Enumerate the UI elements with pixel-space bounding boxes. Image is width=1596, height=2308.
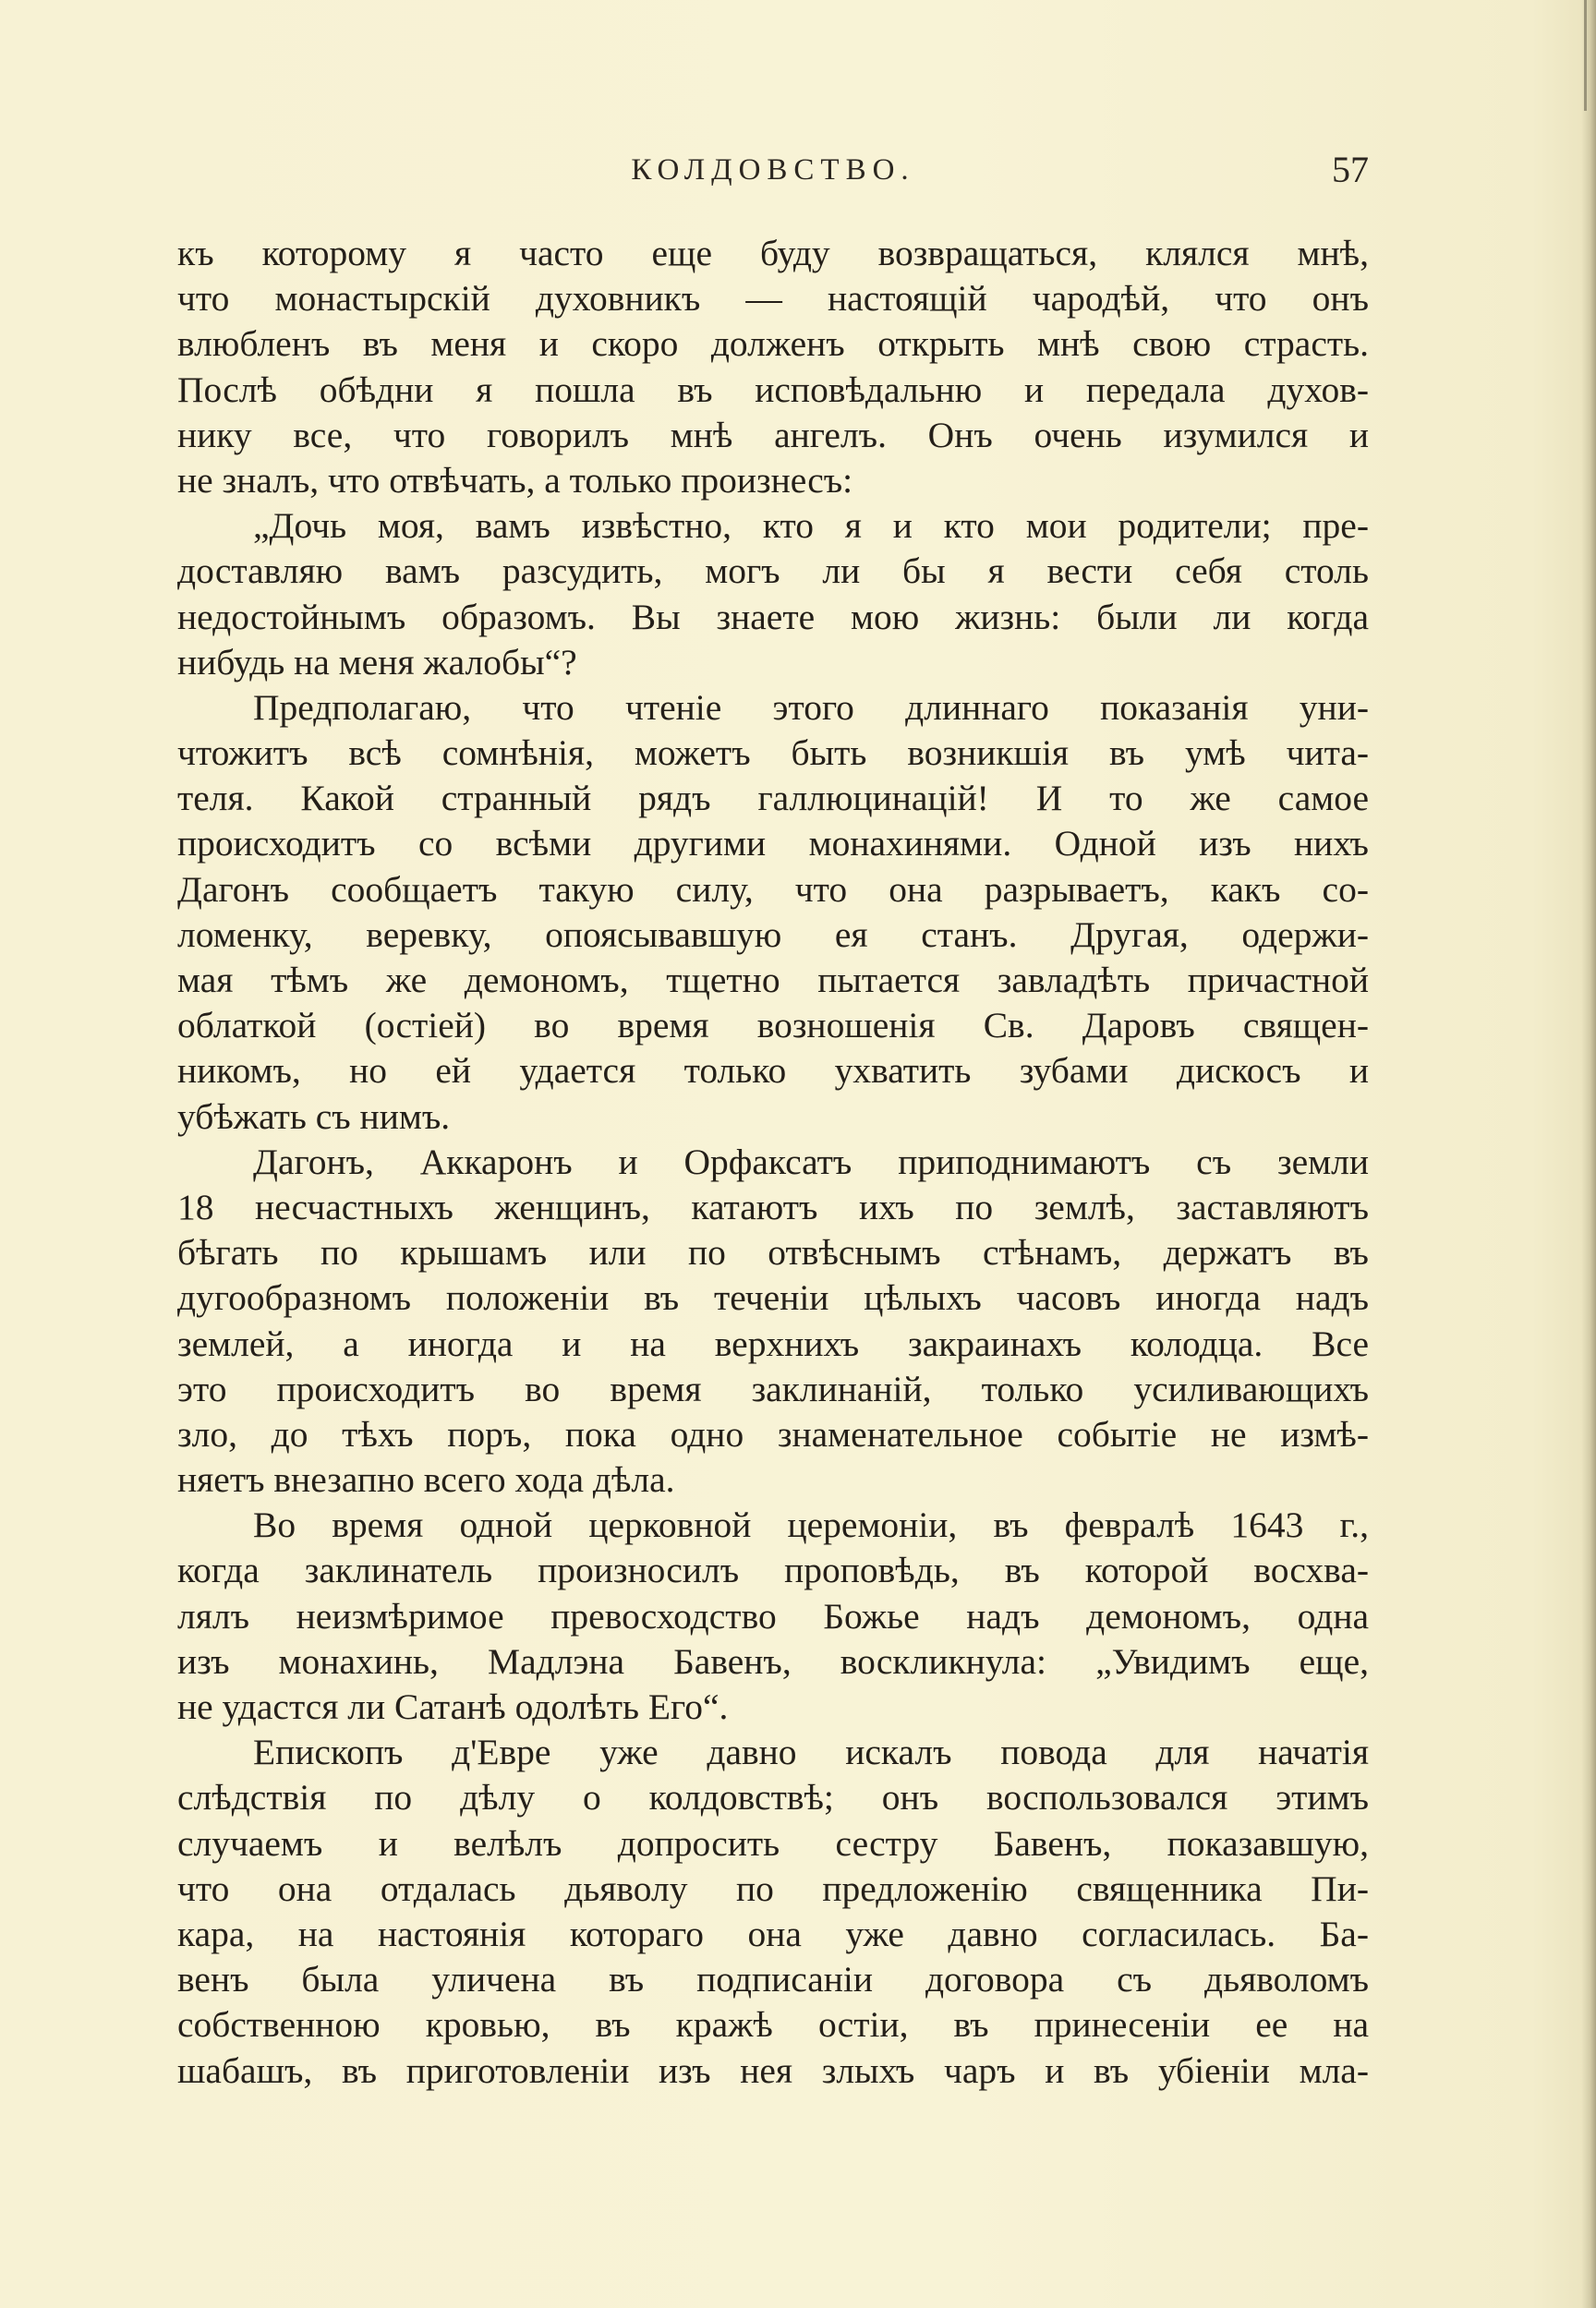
text-line: доставляю вамъ разсудить, могъ ли бы я вести себя столь [177,550,1369,592]
text-line: Предполагаю, что чтеніе этого длиннаго показанія уни- [253,686,1369,728]
text-line: не удастся ли Сатанѣ одолѣть Его“. [177,1686,729,1727]
text-line: лялъ неизмѣримое превосходство Божье надъ демономъ, одна [177,1595,1369,1637]
text-line: облаткой (остіей) во время возношенія Св. Даровъ священ- [177,1005,1369,1046]
text-line: случаемъ и велѣлъ допросить сестру Бавенъ, показавшую, [177,1822,1369,1864]
text-line: недостойнымъ образомъ. Вы знаете мою жизнь: были ли когда [177,596,1369,637]
text-line: слѣдствія по дѣлу о колдовствѣ; онъ воспользовался этимъ [177,1777,1369,1819]
text-line: чтожитъ всѣ сомнѣнія, можетъ быть возникшія въ умѣ чита- [177,732,1369,774]
text-line: Дагонъ сообщаетъ такую силу, что она разрываетъ, какъ со- [177,868,1369,910]
text-line: когда заклинатель произносилъ проповѣдь, въ которой восхва- [177,1550,1369,1591]
text-line: собственною кровью, въ кражѣ остіи, въ принесеніи ее на [177,2004,1369,2046]
text-line: не зналъ, что отвѣчать, а только произнесъ: [177,459,853,501]
running-title: КОЛДОВСТВО. [631,153,915,187]
text-line: происходитъ со всѣми другими монахинями. Одной изъ нихъ [177,823,1369,864]
page-number: 57 [1332,149,1369,190]
text-line: что она отдалась дьяволу по предложенію священника Пи- [177,1867,1369,1909]
text-line: землей, а иногда и на верхнихъ закраинахъ колодца. Все [177,1323,1369,1364]
text-line: изъ монахинь, Мадлэна Бавенъ, воскликнула: „Увидимъ еще, [177,1640,1369,1682]
text-line: 18 несчастныхъ женщинъ, катаютъ ихъ по землѣ, заставляютъ [177,1186,1369,1227]
text-line: убѣжать съ нимъ. [177,1095,451,1137]
text-line: шабашъ, въ приготовленіи изъ нея злыхъ чаръ и въ убіеніи мла- [177,2049,1369,2091]
text-line: мая тѣмъ же демономъ, тщетно пытается завладѣть причастной [177,960,1369,1000]
text-line: кара, на настоянія котораго она уже давно согласилась. Ба- [177,1913,1369,1954]
text-line: что монастырскій духовникъ — настоящій чародѣй, что онъ [177,278,1369,320]
text-line: къ которому я часто еще буду возвращаться, клялся мнѣ, [177,233,1369,273]
text-line: Дагонъ, Аккаронъ и Орфаксатъ приподнимаютъ съ земли [253,1141,1369,1182]
page-edge-shadow [1581,0,1596,2308]
body-text [177,231,1369,2094]
text-line: венъ была уличена въ подписаніи договора съ дьяволомъ [177,1959,1369,2000]
text-line: зло, до тѣхъ поръ, пока одно знаменательное событіе не измѣ- [177,1413,1369,1455]
text-line: нику все, что говорилъ мнѣ ангелъ. Онъ очень изумился и [177,414,1369,455]
text-line: Послѣ обѣдни я пошла въ исповѣдальню и передала духов- [177,369,1369,410]
text-line: бѣгать по крышамъ или по отвѣснымъ стѣнамъ, держатъ въ [177,1232,1369,1274]
text-line: никомъ, но ей удается только ухватить зубами дискосъ и [177,1050,1369,1092]
text-line: влюбленъ въ меня и скоро долженъ открыть мнѣ свою страсть. [177,323,1369,365]
page-header [177,146,1369,201]
text-line: нибудь на меня жалобы“? [177,641,577,683]
text-line: Епископъ д'Евре уже давно искалъ повода для начатія [253,1732,1369,1773]
text-line: дугообразномъ положеніи въ теченіи цѣлыхъ часовъ иногда надъ [177,1277,1369,1319]
page-edge-mark [1584,0,1587,111]
text-line: няетъ внезапно всего хода дѣла. [177,1459,675,1501]
text-line: „Дочь моя, вамъ извѣстно, кто я и кто мои родители; пре- [253,505,1369,547]
text-line: теля. Какой странный рядъ галлюцинацій! И то же самое [177,778,1369,819]
text-line: это происходитъ во время заклинаній, только усиливающихъ [177,1368,1369,1409]
text-line: ломенку, веревку, опоясывавшую ея станъ. Другая, одержи- [177,913,1369,955]
text-line: Во время одной церковной церемоніи, въ февралѣ 1643 г., [253,1504,1369,1546]
